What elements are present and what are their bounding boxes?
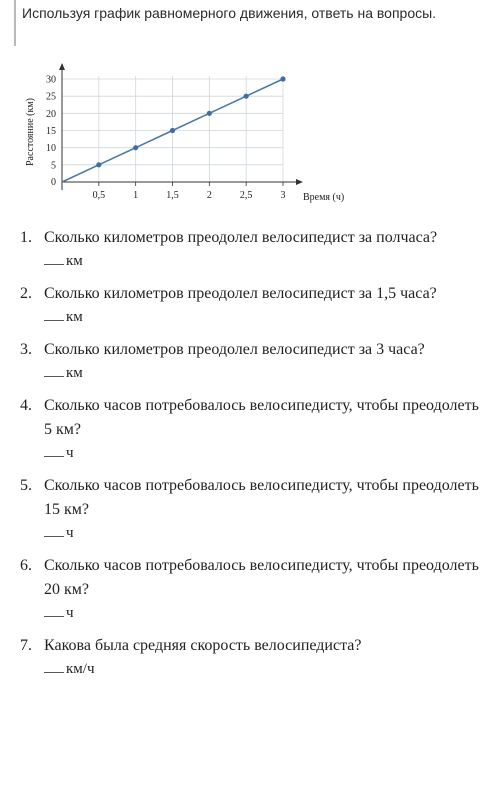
question-item <box>20 554 490 624</box>
answer-unit: км <box>66 309 83 325</box>
answer-unit: км <box>66 253 83 269</box>
y-tick-label: 25 <box>46 91 56 103</box>
question-text: Сколько часов потребовалось велосипедисту, чтобы преодолеть 15 км? <box>44 477 479 518</box>
answer-blank[interactable] <box>44 658 64 673</box>
y-axis-label: Расстояние (км) <box>25 97 36 167</box>
answer-line <box>44 658 490 680</box>
data-point <box>133 145 138 150</box>
data-point <box>280 76 285 81</box>
task-prompt: Используя график равномерного движения, ответь на вопросы. <box>22 5 437 21</box>
answer-blank[interactable] <box>44 602 64 617</box>
question-item <box>20 282 490 328</box>
question-item <box>20 226 490 272</box>
answer-unit: км <box>66 365 83 381</box>
y-tick-label: 20 <box>46 108 56 120</box>
answer-blank[interactable] <box>44 362 64 377</box>
answer-line <box>44 306 490 328</box>
question-text: Сколько километров преодолел велосипедист за 3 часа? <box>44 341 425 358</box>
answer-line <box>44 362 490 384</box>
answer-line <box>44 442 490 464</box>
question-item <box>20 474 490 544</box>
question-number: 2. <box>20 285 32 302</box>
answer-blank[interactable] <box>44 250 64 265</box>
question-text: Сколько часов потребовалось велосипедисту, чтобы преодолеть 5 км? <box>44 397 479 438</box>
answer-blank[interactable] <box>44 522 64 537</box>
questions-list <box>20 226 490 690</box>
question-text: Сколько километров преодолел велосипедист за 1,5 часа? <box>44 285 437 302</box>
x-tick-label: 0,5 <box>92 190 106 201</box>
answer-blank[interactable] <box>44 442 64 457</box>
y-tick-label: 30 <box>46 74 56 86</box>
question-text: Сколько часов потребовалось велосипедисту, чтобы преодолеть 20 км? <box>44 557 479 598</box>
answer-unit: ч <box>66 605 74 621</box>
question-number: 5. <box>20 477 32 494</box>
question-number: 7. <box>20 637 32 654</box>
question-number: 6. <box>20 557 32 574</box>
answer-line <box>44 522 490 544</box>
answer-line <box>44 602 490 624</box>
x-tick-label: 3 <box>280 190 286 201</box>
question-number: 1. <box>20 229 32 246</box>
x-axis-arrow <box>296 179 303 185</box>
x-tick-label: 1,5 <box>166 190 179 201</box>
x-tick-label: 1 <box>133 190 139 201</box>
answer-line <box>44 250 490 272</box>
answer-unit: км/ч <box>66 661 95 677</box>
origin-label: 0 <box>51 177 56 188</box>
data-point <box>96 162 101 167</box>
chart-series <box>62 76 286 182</box>
question-item <box>20 634 490 680</box>
y-axis-arrow <box>59 63 65 70</box>
answer-unit: ч <box>66 525 74 541</box>
answer-unit: ч <box>66 445 74 461</box>
data-point <box>207 111 212 116</box>
question-number: 3. <box>20 341 32 358</box>
distance-time-chart <box>20 62 380 212</box>
y-tick-label: 10 <box>46 143 56 155</box>
data-point <box>170 128 175 133</box>
quote-rule <box>14 0 16 46</box>
question-item <box>20 338 490 384</box>
x-axis-label: Время (ч) <box>303 192 345 203</box>
y-tick-label: 5 <box>51 160 56 172</box>
answer-blank[interactable] <box>44 306 64 321</box>
question-text: Сколько километров преодолел велосипедист за полчаса? <box>44 229 438 246</box>
question-item <box>20 394 490 464</box>
x-tick-label: 2 <box>206 190 212 201</box>
question-number: 4. <box>20 397 32 414</box>
question-text: Какова была средняя скорость велосипедиста? <box>44 637 362 654</box>
y-tick-label: 15 <box>46 126 56 137</box>
data-point <box>244 94 249 99</box>
x-tick-label: 2,5 <box>239 190 253 201</box>
